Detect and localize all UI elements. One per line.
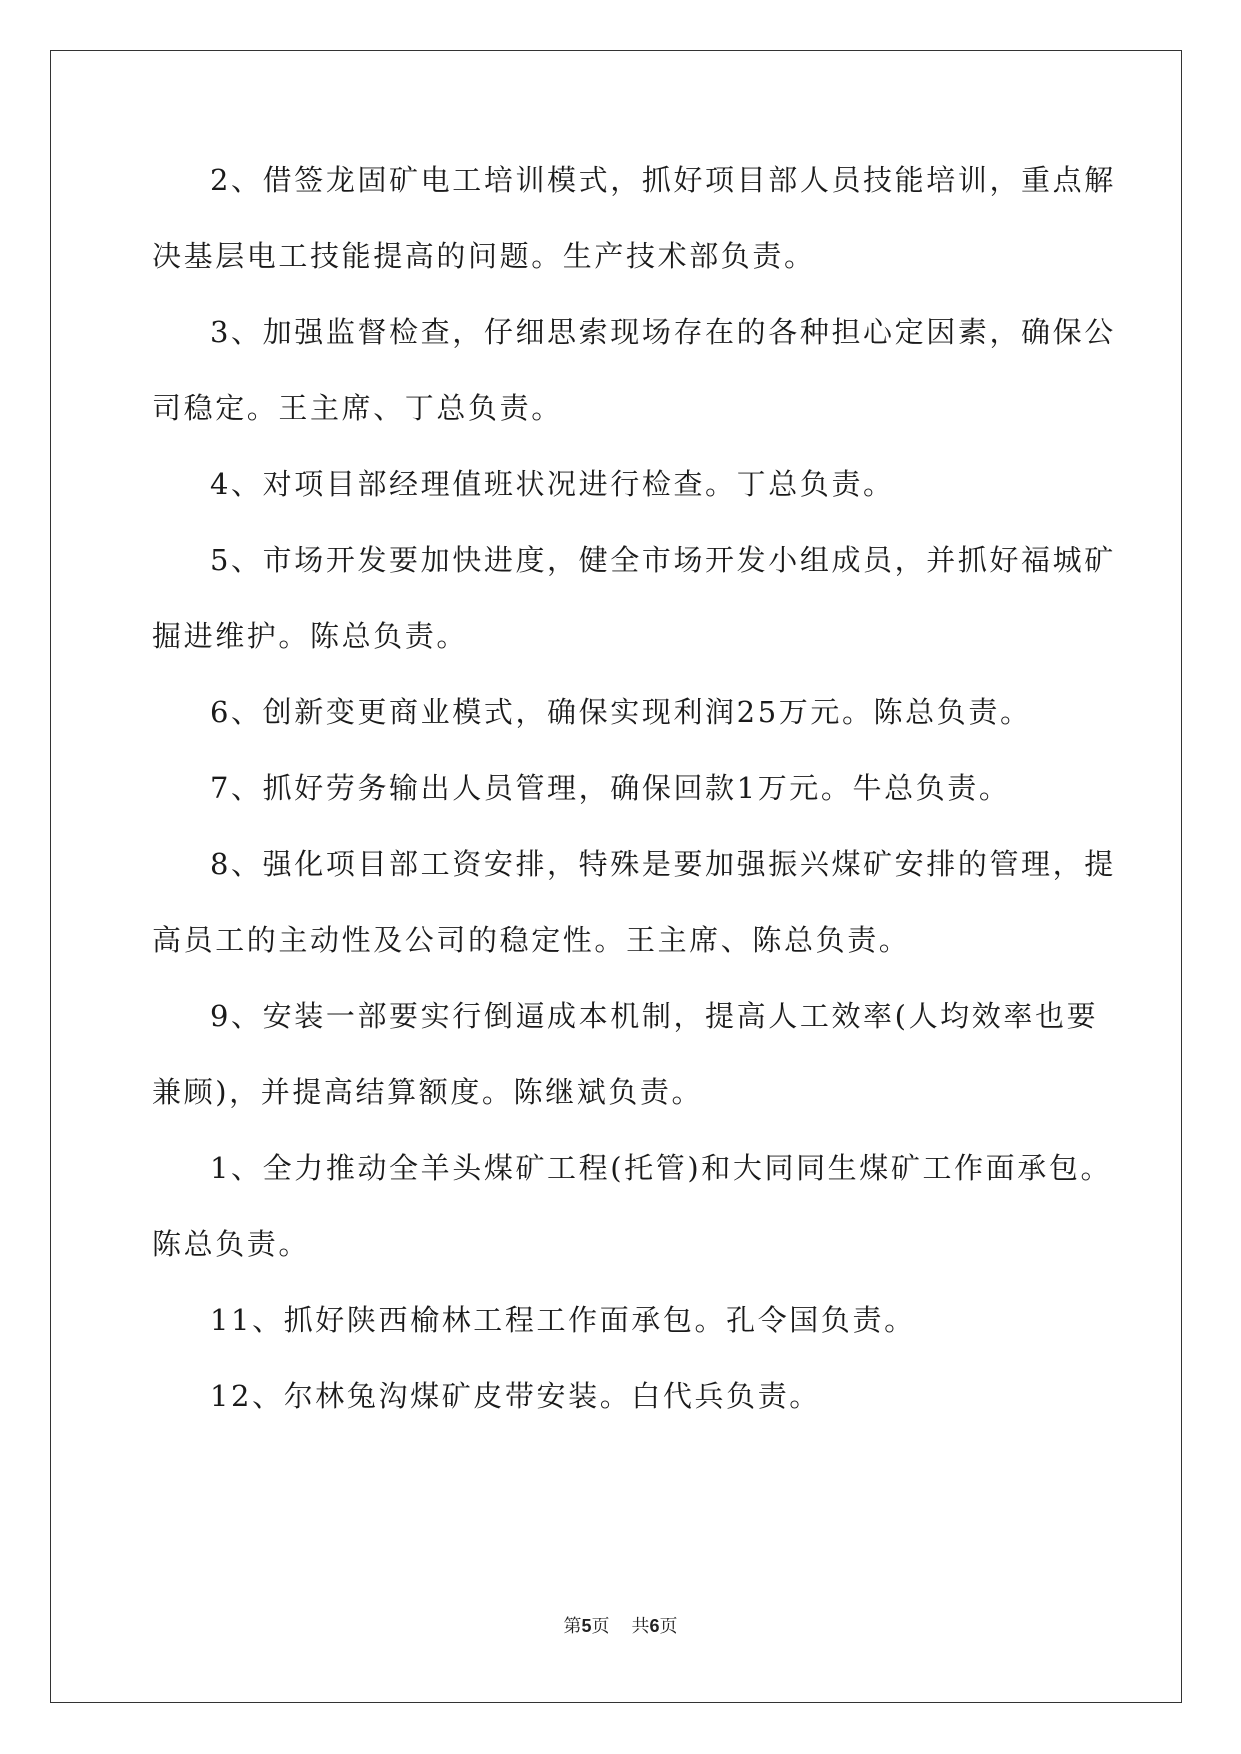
total-page-number: 6 bbox=[649, 1616, 660, 1636]
paragraph-8-line-1: 8、强化项目部工资安排，特殊是要加强振兴煤矿安排的管理，提 bbox=[210, 847, 1116, 881]
paragraph-2-line-1: 2、借签龙固矿电工培训模式，抓好项目部人员技能培训，重点解 bbox=[210, 163, 1116, 197]
current-page-number: 5 bbox=[581, 1616, 592, 1636]
paragraph-5-line-2: 掘进维护。陈总负责。 bbox=[152, 619, 469, 653]
paragraph-10-line-2: 陈总负责。 bbox=[152, 1227, 311, 1261]
total-suffix: 页 bbox=[659, 1616, 678, 1637]
paragraph-10-line-1: 1、全力推动全羊头煤矿工程(托管)和大同同生煤矿工作面承包。 bbox=[210, 1151, 1113, 1185]
paragraph-7: 7、抓好劳务输出人员管理，确保回款1万元。牛总负责。 bbox=[210, 771, 1011, 805]
paragraph-9-line-2: 兼顾)，并提高结算额度。陈继斌负责。 bbox=[152, 1075, 704, 1109]
page-prefix: 第 bbox=[563, 1616, 582, 1637]
paragraph-3-line-1: 3、加强监督检查，仔细思索现场存在的各种担心定因素，确保公 bbox=[210, 315, 1116, 349]
total-prefix: 共 bbox=[631, 1616, 650, 1637]
paragraph-9-line-1: 9、安装一部要实行倒逼成本机制，提高人工效率(人均效率也要 bbox=[210, 999, 1099, 1033]
paragraph-2-line-2: 决基层电工技能提高的问题。生产技术部负责。 bbox=[152, 239, 816, 273]
paragraph-11: 11、抓好陕西榆林工程工作面承包。孔令国负责。 bbox=[210, 1303, 916, 1337]
paragraph-12: 12、尔林兔沟煤矿皮带安装。白代兵负责。 bbox=[210, 1379, 821, 1413]
paragraph-4: 4、对项目部经理值班状况进行检查。丁总负责。 bbox=[210, 467, 895, 501]
page-suffix: 页 bbox=[591, 1616, 610, 1637]
paragraph-5-line-1: 5、市场开发要加快进度，健全市场开发小组成员，并抓好福城矿 bbox=[210, 543, 1116, 577]
paragraph-3-line-2: 司稳定。王主席、丁总负责。 bbox=[152, 391, 563, 425]
page-number-footer bbox=[0, 1614, 1241, 1639]
paragraph-8-line-2: 高员工的主动性及公司的稳定性。王主席、陈总负责。 bbox=[152, 923, 911, 957]
paragraph-6: 6、创新变更商业模式，确保实现利润25万元。陈总负责。 bbox=[210, 695, 1032, 729]
